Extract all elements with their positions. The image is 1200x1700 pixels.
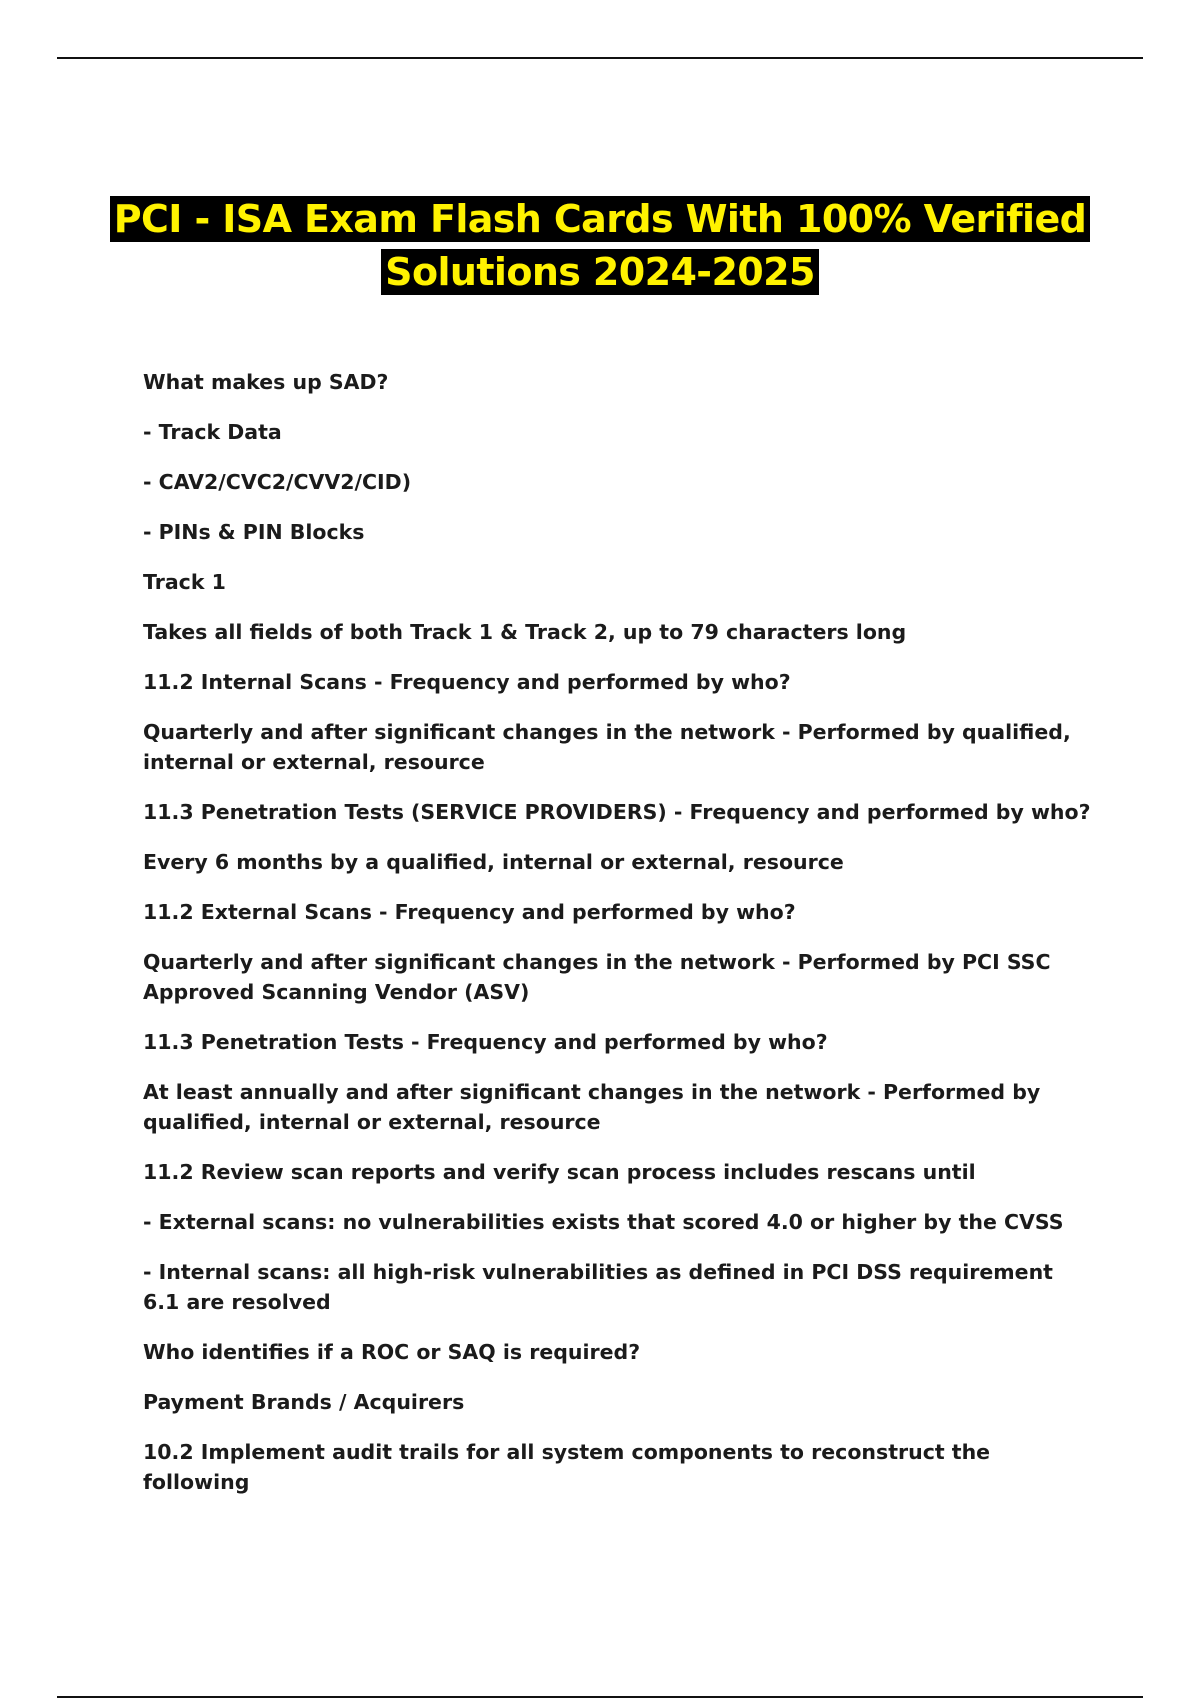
answer-text: - Internal scans: all high-risk vulnerabilities as defined in PCI DSS requirement 6.1 are resolved (143, 1260, 1053, 1314)
answer-text: - Track Data (143, 420, 282, 444)
answer-text: Payment Brands / Acquirers (143, 1390, 465, 1414)
footer-rule (57, 1696, 1143, 1698)
question-text: 11.2 External Scans - Frequency and performed by who? (143, 900, 796, 924)
answer-text: Takes all fields of both Track 1 & Track 2, up to 79 characters long (143, 620, 907, 644)
question-text: 10.2 Implement audit trails for all system components to reconstruct the following (143, 1440, 991, 1494)
document-title (0, 193, 1200, 299)
question-text: 11.2 Review scan reports and verify scan process includes rescans until (143, 1160, 976, 1184)
answer-text: At least annually and after significant changes in the network - Performed by qualified, internal or external, resource (143, 1080, 1041, 1134)
answer-text: - CAV2/CVC2/CVV2/CID) (143, 470, 412, 494)
answer-text: Every 6 months by a qualified, internal or external, resource (143, 850, 844, 874)
question-text: 11.3 Penetration Tests - Frequency and performed by who? (143, 1030, 828, 1054)
header-rule (57, 57, 1143, 59)
answer-text: - PINs & PIN Blocks (143, 520, 365, 544)
title-line-1: PCI - ISA Exam Flash Cards With 100% Verified (110, 196, 1090, 242)
title-line-2: Solutions 2024-2025 (381, 249, 819, 295)
question-text: Who identifies if a ROC or SAQ is required? (143, 1340, 641, 1364)
answer-text: - External scans: no vulnerabilities exists that scored 4.0 or higher by the CVSS (143, 1210, 1064, 1234)
answer-text: Quarterly and after significant changes in the network - Performed by qualified, internal or external, resource (143, 720, 1071, 774)
question-text: 11.3 Penetration Tests (SERVICE PROVIDERS) - Frequency and performed by who? (143, 800, 1091, 824)
question-text: 11.2 Internal Scans - Frequency and performed by who? (143, 670, 791, 694)
answer-text: Quarterly and after significant changes in the network - Performed by PCI SSC Approved Scanning Vendor (ASV) (143, 950, 1051, 1004)
question-text: Track 1 (143, 570, 226, 594)
question-text: What makes up SAD? (143, 370, 389, 394)
flash-card-content (143, 367, 1093, 1517)
